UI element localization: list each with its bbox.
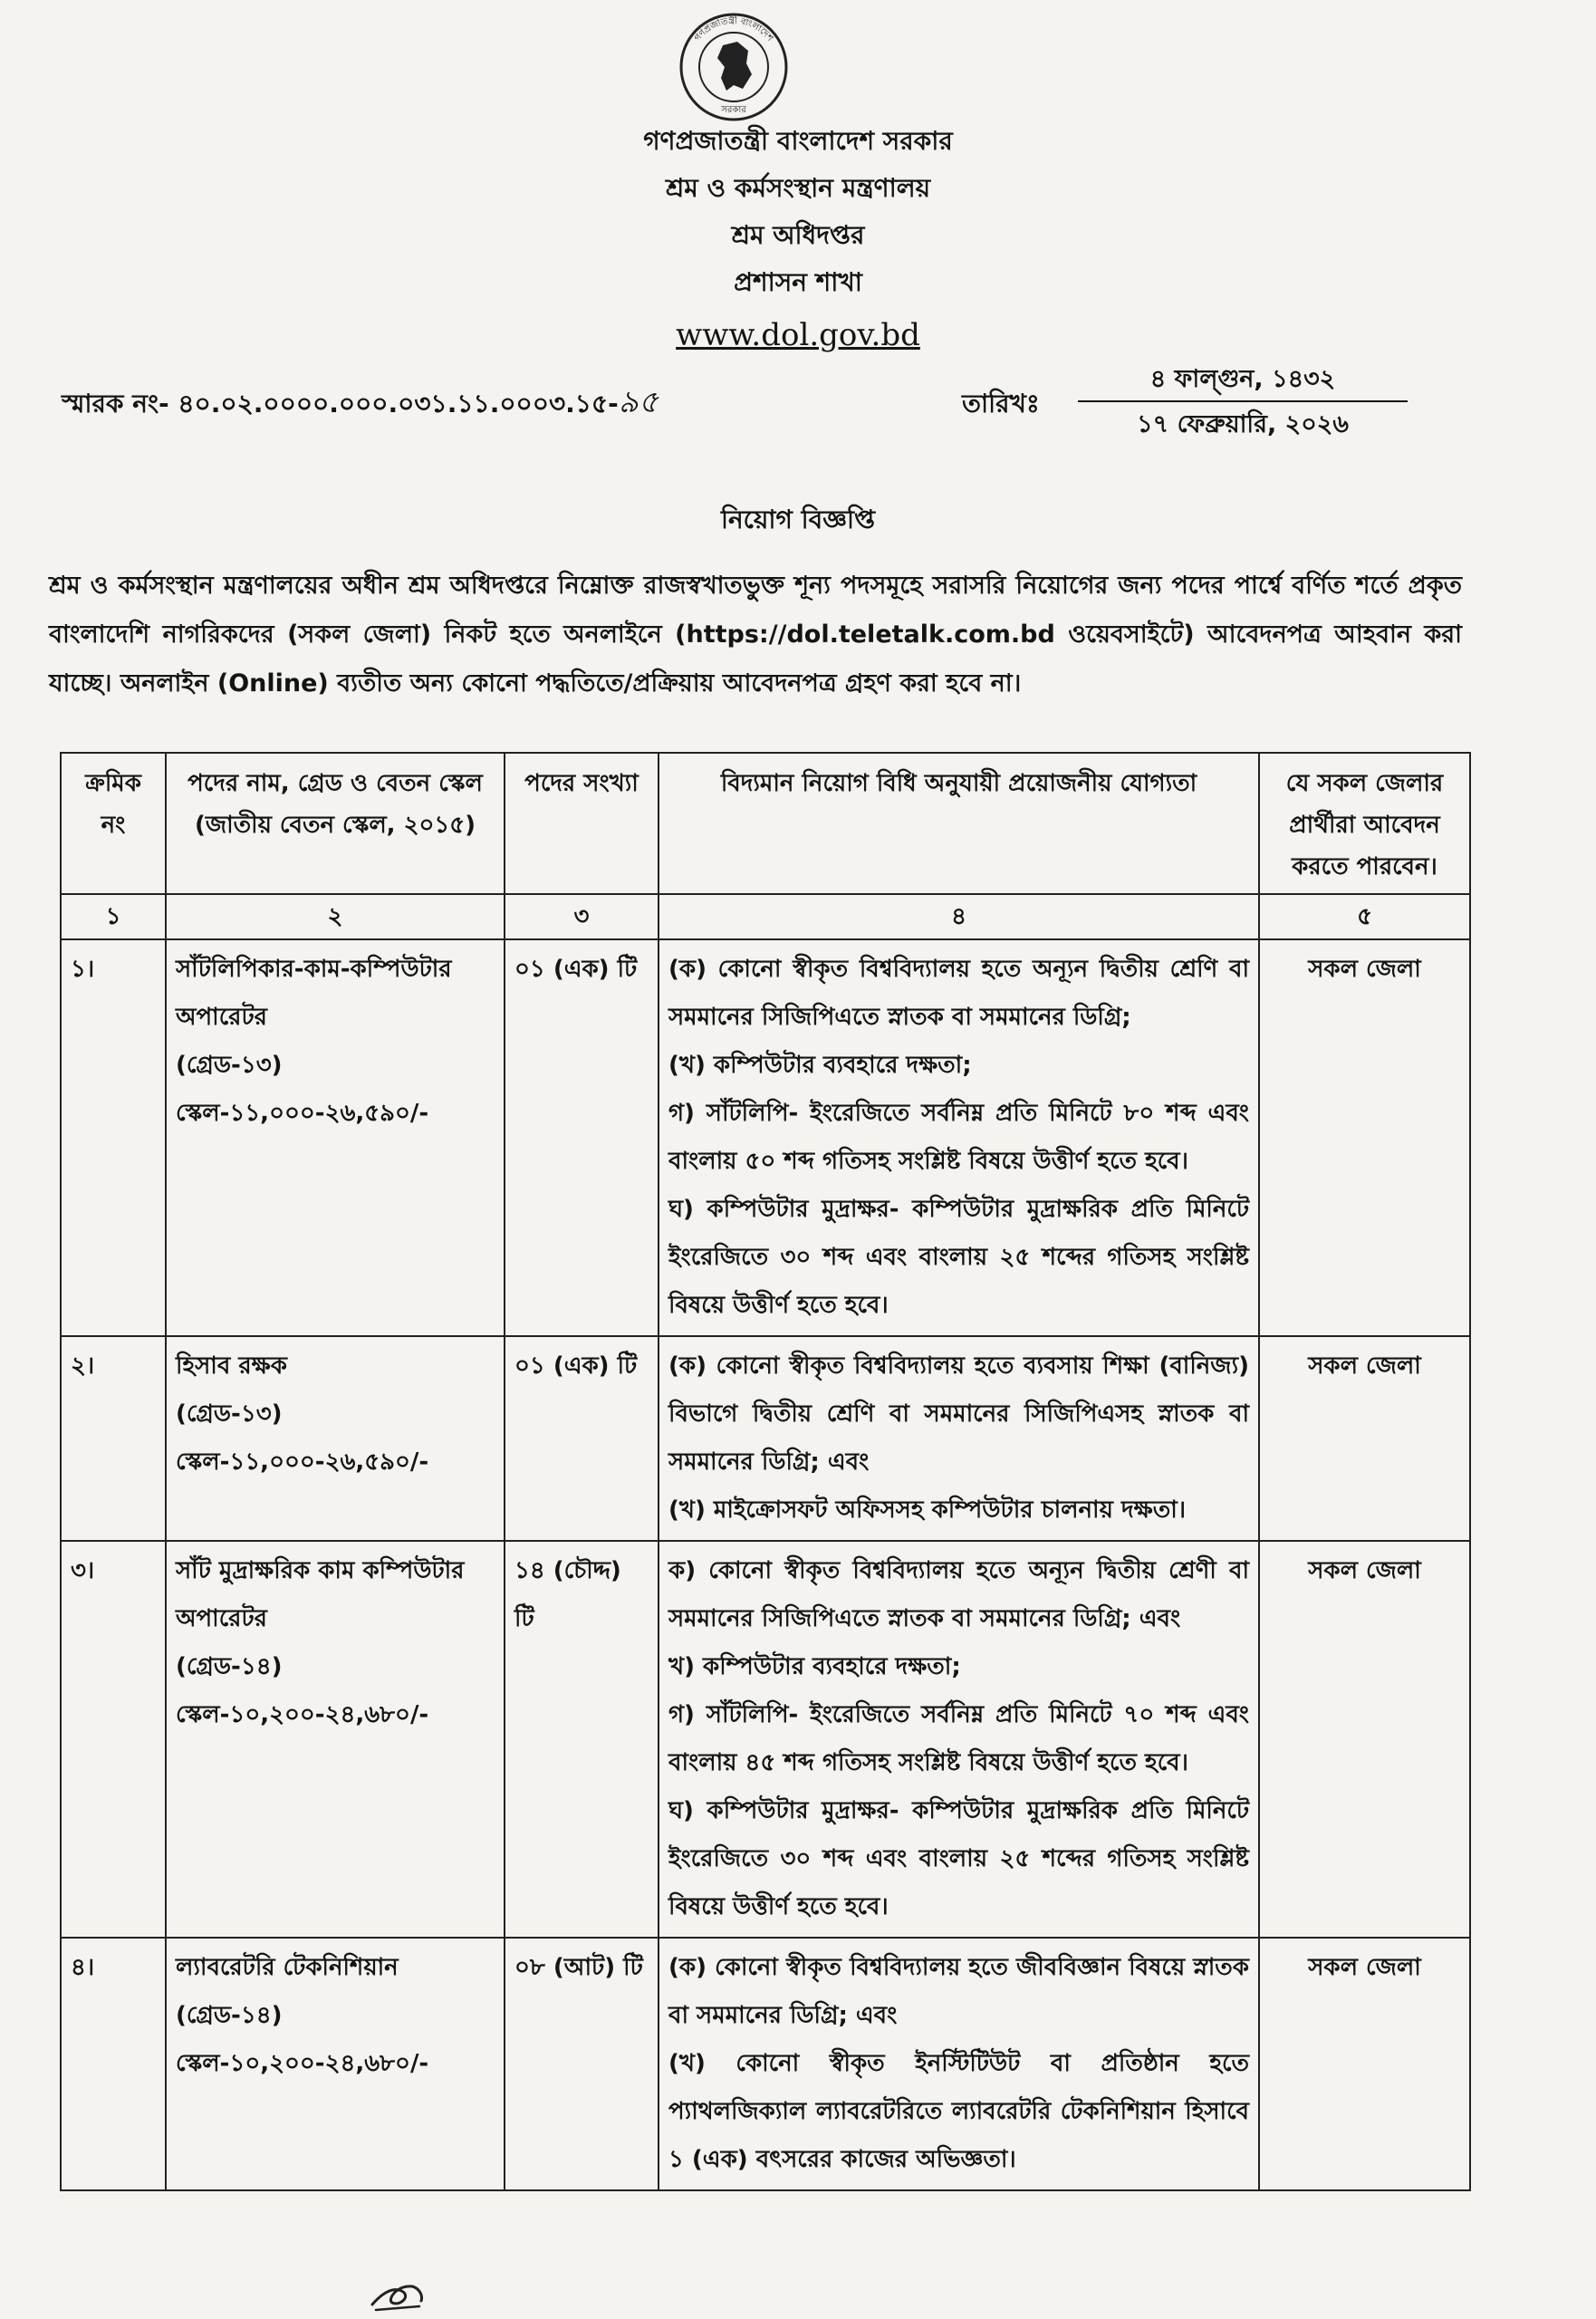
header-post: পদের নাম, গ্রেড ও বেতন স্কেল (জাতীয় বেতন স্কেল, ২০১৫) bbox=[166, 753, 505, 894]
post-name: সাঁট মুদ্রাক্ষরিক কাম কম্পিউটার অপারেটর bbox=[176, 1557, 465, 1632]
row-districts: সকল জেলা bbox=[1259, 1541, 1470, 1938]
table-row bbox=[61, 939, 1470, 1336]
vacancy-table bbox=[60, 752, 1471, 2191]
row-count: ০১ (এক) টি bbox=[505, 939, 659, 1336]
column-number: ৫ bbox=[1259, 894, 1470, 939]
header-districts: যে সকল জেলার প্রার্থীরা আবেদন করতে পারবেন। bbox=[1259, 753, 1470, 894]
government-name: গণপ্রজাতন্ত্রী বাংলাদেশ সরকার bbox=[643, 126, 953, 156]
qualification-item: ক) কোনো স্বীকৃত বিশ্ববিদ্যালয় হতে অন্যূন দ্বিতীয় শ্রেণী বা সমমানের সিজিপিএতে স্নাতক বা সমমানের ডিগ্রি; এবং bbox=[668, 1557, 1249, 1632]
header-count: পদের সংখ্যা bbox=[505, 753, 659, 894]
row-qualification bbox=[659, 1336, 1259, 1541]
row-districts: সকল জেলা bbox=[1259, 1938, 1470, 2190]
header-sl: ক্রমিক নং bbox=[61, 753, 166, 894]
post-grade: (গ্রেড-১৪) bbox=[176, 1653, 283, 1680]
row-post bbox=[166, 1541, 505, 1938]
table-row bbox=[61, 1541, 1470, 1938]
post-grade: (গ্রেড-১৩) bbox=[176, 1052, 283, 1079]
memo-handwritten-suffix: ৯৫ bbox=[618, 384, 659, 420]
qualification-item: (ক) কোনো স্বীকৃত বিশ্ববিদ্যালয় হতে ব্যবসায় শিক্ষা (বানিজ্য) বিভাগে দ্বিতীয় শ্রেণি বা সমমানের সিজিপিএসহ স্নাতক বা সমমানের ডিগ্রি; এবং bbox=[668, 1352, 1249, 1476]
qualification-item: ঘ) কম্পিউটার মুদ্রাক্ষর- কম্পিউটার মুদ্রাক্ষরিক প্রতি মিনিটে ইংরেজিতে ৩০ শব্দ এবং বাংলায় ২৫ শব্দের গতিসহ সংশ্লিষ্ট বিষয়ে উত্তীর্ণ হতে হবে। bbox=[668, 1196, 1249, 1319]
memo-number bbox=[62, 379, 659, 430]
row-qualification bbox=[659, 1938, 1259, 2190]
branch-name: প্রশাসন শাখা bbox=[734, 267, 862, 297]
signature-mark-icon bbox=[367, 2265, 430, 2319]
row-count: ০১ (এক) টি bbox=[505, 1336, 659, 1541]
department-name: শ্রম অধিদপ্তর bbox=[731, 220, 865, 250]
table-row bbox=[61, 1336, 1470, 1541]
post-scale: স্কেল-১০,২০০-২৪,৬৮০/- bbox=[176, 1701, 429, 1728]
table-row bbox=[61, 1938, 1470, 2190]
memo-value: ৪০.০২.০০০০.০০০.০৩১.১১.০০০৩.১৫- bbox=[178, 389, 619, 419]
seal-text-bottom: সরকার bbox=[721, 105, 746, 115]
qualification-item: ঘ) কম্পিউটার মুদ্রাক্ষর- কম্পিউটার মুদ্রাক্ষরিক প্রতি মিনিটে ইংরেজিতে ৩০ শব্দ এবং বাংলায় ২৫ শব্দের গতিসহ সংশ্লিষ্ট বিষয়ে উত্তীর্ণ হতে হবে। bbox=[668, 1797, 1249, 1920]
row-count: ১৪ (চৌদ্দ) টি bbox=[505, 1541, 659, 1938]
post-grade: (গ্রেড-১৩) bbox=[176, 1400, 283, 1428]
government-seal-icon bbox=[670, 9, 797, 127]
post-name: সাঁটলিপিকার-কাম-কম্পিউটার অপারেটর bbox=[176, 956, 452, 1031]
date-gregorian: ১৭ ফেব্রুয়ারি, ২০২৬ bbox=[1137, 410, 1349, 438]
date-block bbox=[1078, 359, 1408, 447]
qualification-item: (খ) কোনো স্বীকৃত ইনস্টিটিউট বা প্রতিষ্ঠান হতে প্যাথলজিক্যাল ল্যাবরেটরিতে ল্যাবরেটরি টেকনিশিয়ান হিসাবে ১ (এক) বৎসরের কাজের অভিজ্ঞতা। bbox=[668, 2050, 1249, 2173]
post-scale: স্কেল-১১,০০০-২৬,৫৯০/- bbox=[176, 1100, 429, 1127]
row-post bbox=[166, 939, 505, 1336]
post-name: ল্যাবরেটরি টেকনিশিয়ান bbox=[176, 1954, 399, 1981]
row-sl: ৩। bbox=[61, 1541, 166, 1938]
row-sl: ২। bbox=[61, 1336, 166, 1541]
date-label: তারিখঃ bbox=[962, 389, 1040, 419]
row-districts: সকল জেলা bbox=[1259, 1336, 1470, 1541]
qualification-item: (খ) মাইক্রোসফট অফিসসহ কম্পিউটার চালনায় দক্ষতা। bbox=[668, 1496, 1187, 1524]
row-sl: ১। bbox=[61, 939, 166, 1336]
svg-text:গণপ্রজাতন্ত্রী বাংলাদেশ bbox=[693, 14, 775, 44]
date-bangla: ৪ ফাল্গুন, ১৪৩২ bbox=[1078, 359, 1408, 402]
post-name: হিসাব রক্ষক bbox=[176, 1352, 287, 1380]
row-districts: সকল জেলা bbox=[1259, 939, 1470, 1336]
row-post bbox=[166, 1938, 505, 2190]
row-count: ০৮ (আট) টি bbox=[505, 1938, 659, 2190]
qualification-item: (ক) কোনো স্বীকৃত বিশ্ববিদ্যালয় হতে জীববিজ্ঞান বিষয়ে স্নাতক বা সমমানের ডিগ্রি; এবং bbox=[668, 1954, 1249, 2029]
office-header bbox=[0, 118, 1596, 362]
post-scale: স্কেল-১১,০০০-২৬,৫৯০/- bbox=[176, 1448, 429, 1476]
table-header-row bbox=[61, 753, 1470, 894]
column-number: ১ bbox=[61, 894, 166, 939]
seal-text-top: গণপ্রজাতন্ত্রী বাংলাদেশ bbox=[692, 15, 775, 43]
row-qualification bbox=[659, 939, 1259, 1336]
column-number: ৩ bbox=[505, 894, 659, 939]
column-number: ৪ bbox=[659, 894, 1259, 939]
qualification-item: (ক) কোনো স্বীকৃত বিশ্ববিদ্যালয় হতে অন্যূন দ্বিতীয় শ্রেণি বা সমমানের সিজিপিএতে স্নাতক বা সমমানের ডিগ্রি; bbox=[668, 956, 1249, 1031]
website-link[interactable]: www.dol.gov.bd bbox=[676, 317, 920, 353]
post-grade: (গ্রেড-১৪) bbox=[176, 2002, 283, 2029]
ministry-name: শ্রম ও কর্মসংস্থান মন্ত্রণালয় bbox=[665, 173, 931, 203]
notice-intro: শ্রম ও কর্মসংস্থান মন্ত্রণালয়ের অধীন শ্রম অধিদপ্তরে নিম্নোক্ত রাজস্বখাতভুক্ত শূন্য পদসমূহে সরাসরি নিয়োগের জন্য পদের পার্শ্বে বর্ণিত শর্তে প্রকৃত বাংলাদেশি নাগরিকদের (সকল জেলা) নিকট হতে অনলাইনে (https://dol.teletalk.com.bd ওয়েবসাইটে) আবেদনপত্র আহবান করা যাচ্ছে। অনলাইন (Online) ব্যতীত অন্য কোনো পদ্ধতিতে/প্রক্রিয়ায় আবেদনপত্র গ্রহণ করা হবে না। bbox=[49, 572, 1462, 698]
header-qualification: বিদ্যমান নিয়োগ বিধি অনুযায়ী প্রয়োজনীয় যোগ্যতা bbox=[659, 753, 1259, 894]
notice-title: নিয়োগ বিজ্ঞপ্তি bbox=[720, 505, 876, 534]
row-post bbox=[166, 1336, 505, 1541]
column-number-row bbox=[61, 894, 1470, 939]
qualification-item: খ) কম্পিউটার ব্যবহারে দক্ষতা; bbox=[668, 1653, 961, 1680]
qualification-item: গ) সাঁটলিপি- ইংরেজিতে সর্বনিম্ন প্রতি মিনিটে ৭০ শব্দ এবং বাংলায় ৪৫ শব্দ গতিসহ সংশ্লিষ্ট বিষয়ে উত্তীর্ণ হতে হবে। bbox=[668, 1701, 1249, 1776]
memo-label: স্মারক নং- bbox=[62, 389, 169, 419]
column-number: ২ bbox=[166, 894, 505, 939]
post-scale: স্কেল-১০,২০০-২৪,৬৮০/- bbox=[176, 2050, 429, 2077]
row-qualification bbox=[659, 1541, 1259, 1938]
row-sl: ৪। bbox=[61, 1938, 166, 2190]
qualification-item: (খ) কম্পিউটার ব্যবহারে দক্ষতা; bbox=[668, 1052, 972, 1079]
qualification-item: গ) সাঁটলিপি- ইংরেজিতে সর্বনিম্ন প্রতি মিনিটে ৮০ শব্দ এবং বাংলায় ৫০ শব্দ গতিসহ সংশ্লিষ্ট বিষয়ে উত্তীর্ণ হতে হবে। bbox=[668, 1100, 1249, 1175]
